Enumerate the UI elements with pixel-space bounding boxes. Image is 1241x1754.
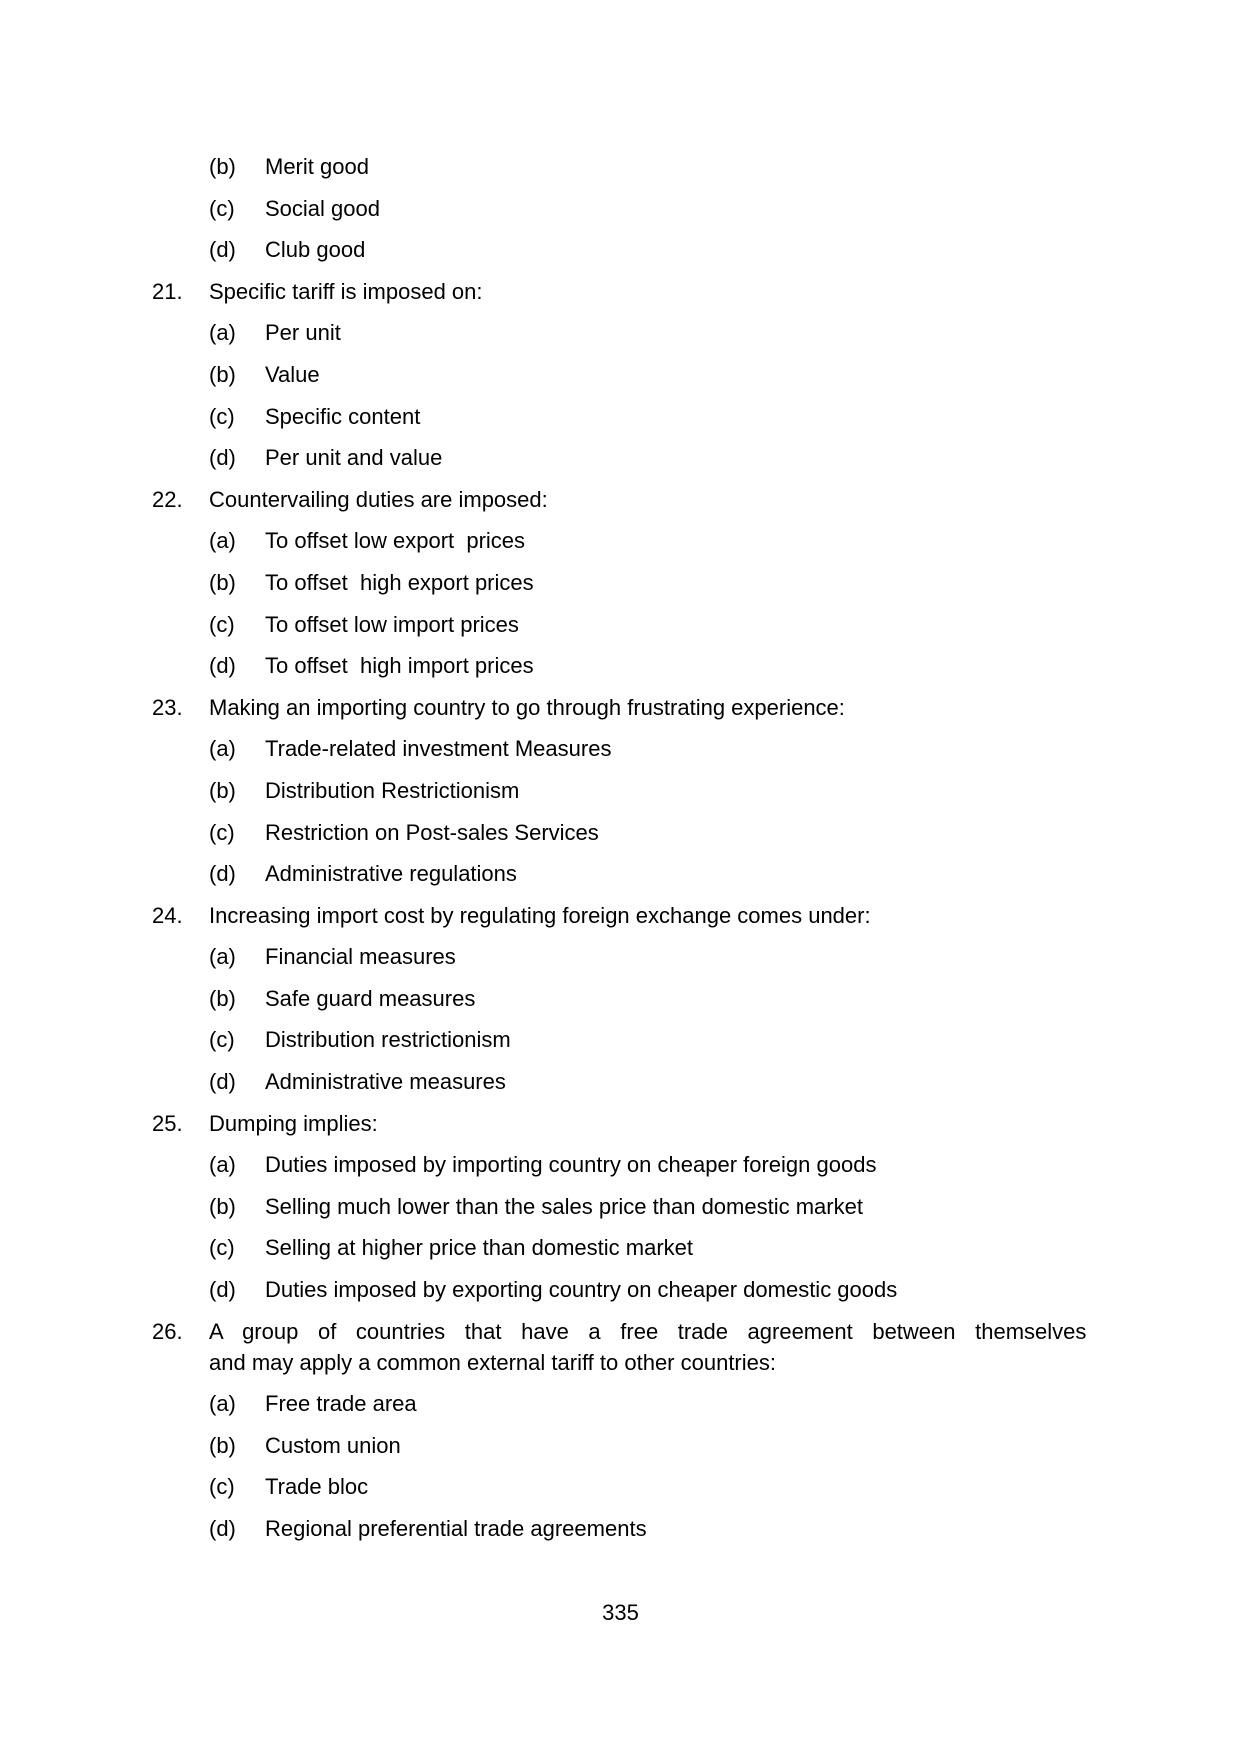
option-text: Trade bloc	[265, 1474, 369, 1500]
option-text: Distribution restrictionism	[265, 1027, 511, 1053]
option-text: To offset high import prices	[265, 653, 534, 679]
option-text: Selling at higher price than domestic market	[265, 1235, 693, 1261]
option-text: Value	[265, 361, 320, 387]
option-text: Specific content	[265, 403, 421, 429]
option-label: (a)	[209, 1152, 236, 1178]
question-line	[0, 692, 1241, 723]
question-number: 21.	[152, 278, 183, 304]
question-stem-line: Making an importing country to go through frustrating experience:	[209, 694, 845, 720]
option-label: (d)	[209, 653, 236, 679]
option-text: Custom union	[265, 1432, 401, 1458]
option-text: Safe guard measures	[265, 985, 476, 1011]
question-stem	[209, 276, 483, 307]
option-text: Free trade area	[265, 1391, 417, 1417]
option-label: (a)	[209, 944, 236, 970]
option-text: Per unit and value	[265, 445, 443, 471]
option-text: Per unit	[265, 320, 341, 346]
option-row	[0, 858, 1241, 889]
option-row	[0, 193, 1241, 224]
option-text: Duties imposed by importing country on cheaper foreign goods	[265, 1152, 877, 1178]
question-stem-line: Specific tariff is imposed on:	[209, 278, 483, 304]
option-text: To offset low export prices	[265, 528, 526, 554]
option-label: (c)	[209, 195, 235, 221]
question-number: 24.	[152, 902, 183, 928]
option-row	[0, 1191, 1241, 1222]
question-stem-line: Dumping implies:	[209, 1110, 378, 1136]
option-row	[0, 733, 1241, 764]
question-item	[0, 1316, 1241, 1544]
question-item	[0, 484, 1241, 681]
option-row	[0, 151, 1241, 182]
question-line	[0, 484, 1241, 515]
option-label: (c)	[209, 611, 235, 637]
option-label: (d)	[209, 1516, 236, 1541]
option-text: To offset low import prices	[265, 611, 519, 637]
option-label: (c)	[209, 1474, 235, 1500]
question-item	[0, 1108, 1241, 1305]
option-label: (d)	[209, 1069, 236, 1095]
option-text: Club good	[265, 237, 366, 263]
question-stem	[209, 1108, 378, 1139]
option-text: Restriction on Post-sales Services	[265, 819, 599, 845]
question-line	[0, 276, 1241, 307]
option-label: (d)	[209, 445, 236, 471]
option-row	[0, 1232, 1241, 1263]
option-row	[0, 650, 1241, 681]
questions	[0, 151, 1241, 1555]
question-stem-line: Countervailing duties are imposed:	[209, 486, 548, 512]
question-line	[0, 900, 1241, 931]
option-label: (a)	[209, 1391, 236, 1417]
option-text: Distribution Restrictionism	[265, 777, 520, 803]
option-label: (b)	[209, 1432, 236, 1458]
option-label: (b)	[209, 154, 236, 179]
option-text: Regional preferential trade agreements	[265, 1516, 647, 1541]
option-label: (b)	[209, 985, 236, 1011]
option-row	[0, 234, 1241, 265]
question-stem-line: Increasing import cost by regulating foreign exchange comes under:	[209, 902, 871, 928]
question-number: 22.	[152, 486, 183, 512]
question-stem	[209, 692, 845, 723]
option-row	[0, 1066, 1241, 1097]
option-text: Financial measures	[265, 944, 456, 970]
option-label: (c)	[209, 819, 235, 845]
option-row	[0, 609, 1241, 640]
option-row	[0, 1471, 1241, 1502]
option-row	[0, 317, 1241, 348]
option-text: Administrative measures	[265, 1069, 506, 1095]
option-label: (a)	[209, 320, 236, 346]
option-label: (c)	[209, 403, 235, 429]
option-label: (a)	[209, 528, 236, 554]
question-item	[0, 151, 1241, 265]
option-row	[0, 525, 1241, 556]
option-label: (a)	[209, 736, 236, 762]
option-label: (d)	[209, 237, 236, 263]
option-text: To offset high export prices	[265, 569, 534, 595]
question-line	[0, 1108, 1241, 1139]
option-label: (c)	[209, 1235, 235, 1261]
option-text: Merit good	[265, 154, 369, 179]
question-line	[0, 1316, 1241, 1378]
question-item	[0, 900, 1241, 1097]
option-label: (b)	[209, 777, 236, 803]
question-item	[0, 276, 1241, 473]
option-row	[0, 983, 1241, 1014]
option-row	[0, 401, 1241, 432]
option-text: Selling much lower than the sales price than domestic market	[265, 1193, 863, 1219]
question-item	[0, 692, 1241, 889]
question-number: 23.	[152, 694, 183, 720]
option-text: Administrative regulations	[265, 861, 517, 887]
question-stem-line: A group of countries that have a free trade agreement between themselves	[209, 1318, 1087, 1344]
option-text: Duties imposed by exporting country on cheaper domestic goods	[265, 1277, 898, 1303]
page-number: 335	[602, 1600, 639, 1625]
option-row	[0, 1388, 1241, 1419]
option-row	[0, 817, 1241, 848]
option-row	[0, 1274, 1241, 1305]
option-text: Trade-related investment Measures	[265, 736, 612, 762]
option-text: Social good	[265, 195, 380, 221]
question-stem	[209, 1316, 1086, 1378]
question-number: 25.	[152, 1110, 183, 1136]
option-row	[0, 359, 1241, 390]
option-row	[0, 1430, 1241, 1461]
option-row	[0, 442, 1241, 473]
option-label: (b)	[209, 361, 236, 387]
question-stem	[209, 900, 871, 931]
option-label: (b)	[209, 569, 236, 595]
option-label: (d)	[209, 1277, 236, 1303]
option-label: (c)	[209, 1027, 235, 1053]
option-row	[0, 567, 1241, 598]
option-row	[0, 1513, 1241, 1544]
option-label: (d)	[209, 861, 236, 887]
option-label: (b)	[209, 1193, 236, 1219]
option-row	[0, 775, 1241, 806]
option-row	[0, 941, 1241, 972]
option-row	[0, 1024, 1241, 1055]
option-row	[0, 1149, 1241, 1180]
question-stem-line: and may apply a common external tariff to other countries:	[209, 1349, 776, 1375]
question-stem	[209, 484, 548, 515]
question-number: 26.	[152, 1318, 183, 1344]
